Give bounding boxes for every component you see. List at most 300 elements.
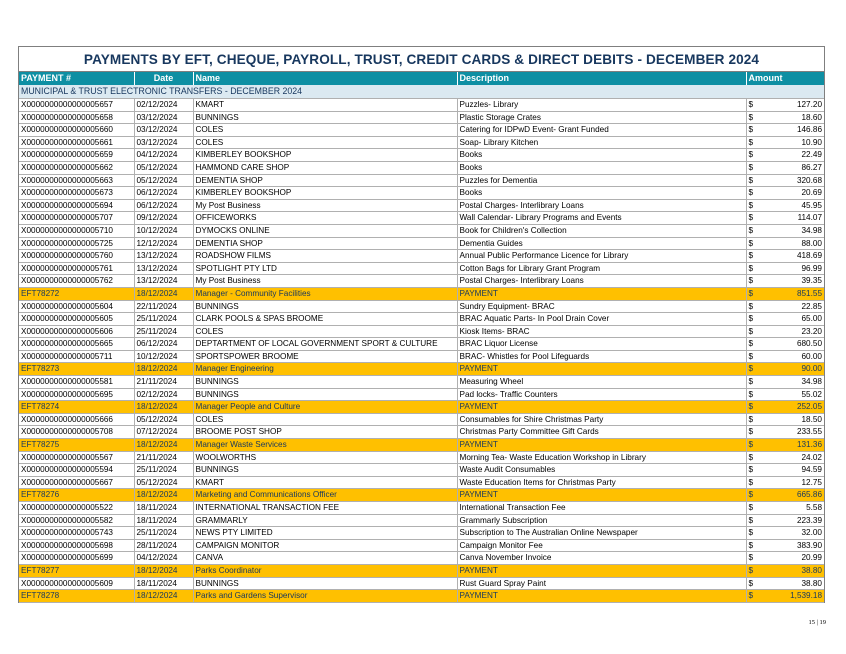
section-label: MUNICIPAL & TRUST ELECTRONIC TRANSFERS - DECEMBER 2024 (19, 85, 824, 99)
page-number: 15 | 19 (808, 619, 826, 626)
amount-value: 252.05 (796, 402, 822, 412)
payment-cell: X0000000000000005698 (19, 539, 134, 552)
amount-value: 90.00 (801, 364, 822, 374)
amount-value: 86.27 (801, 162, 822, 172)
payment-cell: X0000000000000005594 (19, 464, 134, 477)
currency-symbol: $ (748, 465, 754, 475)
payment-cell: EFT78272 (19, 287, 134, 300)
table-row[interactable] (19, 99, 824, 112)
payment-cell: X0000000000000005665 (19, 338, 134, 351)
table-row[interactable] (19, 237, 824, 250)
name-cell: Manager Waste Services (193, 439, 457, 452)
amount-value: 1,539.18 (790, 591, 822, 601)
amount-value: 18.50 (801, 414, 822, 424)
currency-symbol: $ (748, 276, 754, 286)
name-cell: CANVA (193, 552, 457, 565)
amount-cell (746, 174, 824, 187)
date-cell: 18/11/2024 (134, 502, 193, 515)
currency-symbol: $ (748, 528, 754, 538)
eft-summary-row[interactable] (19, 363, 824, 376)
amount-value: 10.90 (801, 137, 822, 147)
currency-symbol: $ (748, 251, 754, 261)
date-cell: 18/12/2024 (134, 590, 193, 603)
currency-symbol: $ (748, 351, 754, 361)
table-row[interactable] (19, 300, 824, 313)
table-row[interactable] (19, 527, 824, 540)
currency-symbol: $ (748, 578, 754, 588)
table-row[interactable] (19, 338, 824, 351)
payment-cell: EFT78278 (19, 590, 134, 603)
amount-cell (746, 338, 824, 351)
date-cell: 05/12/2024 (134, 161, 193, 174)
date-cell: 03/12/2024 (134, 136, 193, 149)
payment-cell: X0000000000000005659 (19, 149, 134, 162)
description-cell: Soap- Library Kitchen (457, 136, 746, 149)
description-cell: Postal Charges- Interlibrary Loans (457, 275, 746, 288)
payment-cell: X0000000000000005743 (19, 527, 134, 540)
date-cell: 04/12/2024 (134, 552, 193, 565)
description-cell: Annual Public Performance Licence for Library (457, 250, 746, 263)
payment-cell: X0000000000000005667 (19, 476, 134, 489)
amount-value: 22.85 (801, 301, 822, 311)
description-cell: Dementia Guides (457, 237, 746, 250)
description-cell: Sundry Equipment- BRAC (457, 300, 746, 313)
payment-cell: X0000000000000005760 (19, 250, 134, 263)
name-cell: Marketing and Communications Officer (193, 489, 457, 502)
description-cell: PAYMENT (457, 564, 746, 577)
table-row[interactable] (19, 212, 824, 225)
amount-value: 223.39 (796, 515, 822, 525)
payments-table (19, 72, 824, 603)
amount-value: 96.99 (801, 263, 822, 273)
date-cell: 25/11/2024 (134, 313, 193, 326)
currency-symbol: $ (748, 112, 754, 122)
currency-symbol: $ (748, 452, 754, 462)
name-cell: Parks and Gardens Supervisor (193, 590, 457, 603)
currency-symbol: $ (748, 314, 754, 324)
payment-cell: X0000000000000005522 (19, 502, 134, 515)
payment-cell: X0000000000000005725 (19, 237, 134, 250)
name-cell: INTERNATIONAL TRANSACTION FEE (193, 502, 457, 515)
name-cell: KIMBERLEY BOOKSHOP (193, 187, 457, 200)
description-cell: PAYMENT (457, 439, 746, 452)
table-row[interactable] (19, 174, 824, 187)
date-cell: 10/12/2024 (134, 224, 193, 237)
amount-value: 851.55 (796, 288, 822, 298)
description-cell: Christmas Party Committee Gift Cards (457, 426, 746, 439)
name-cell: Manager - Community Facilities (193, 287, 457, 300)
description-cell: Subscription to The Australian Online Newspaper (457, 527, 746, 540)
date-cell: 13/12/2024 (134, 262, 193, 275)
currency-symbol: $ (748, 326, 754, 336)
eft-summary-row[interactable] (19, 401, 824, 414)
name-cell: DEPTARTMENT OF LOCAL GOVERNMENT SPORT & CULTURE (193, 338, 457, 351)
payments-sheet (18, 46, 825, 603)
currency-symbol: $ (748, 339, 754, 349)
payment-cell: X0000000000000005695 (19, 388, 134, 401)
name-cell: KMART (193, 99, 457, 112)
amount-value: 55.02 (801, 389, 822, 399)
amount-cell (746, 313, 824, 326)
description-cell: PAYMENT (457, 590, 746, 603)
amount-cell (746, 136, 824, 149)
name-cell: BROOME POST SHOP (193, 426, 457, 439)
table-row[interactable] (19, 325, 824, 338)
description-cell: Pad locks- Traffic Counters (457, 388, 746, 401)
payment-cell: X0000000000000005567 (19, 451, 134, 464)
currency-symbol: $ (748, 188, 754, 198)
date-cell: 02/12/2024 (134, 388, 193, 401)
name-cell: BUNNINGS (193, 388, 457, 401)
amount-value: 39.35 (801, 276, 822, 286)
amount-value: 38.80 (801, 578, 822, 588)
header-date[interactable]: Date (134, 72, 193, 85)
amount-cell (746, 275, 824, 288)
currency-symbol: $ (748, 389, 754, 399)
currency-symbol: $ (748, 377, 754, 387)
payment-cell: EFT78273 (19, 363, 134, 376)
currency-symbol: $ (748, 213, 754, 223)
name-cell: Manager Engineering (193, 363, 457, 376)
description-cell: Cotton Bags for Library Grant Program (457, 262, 746, 275)
table-row[interactable] (19, 464, 824, 477)
description-cell: Grammarly Subscription (457, 514, 746, 527)
amount-value: 418.69 (796, 251, 822, 261)
date-cell: 25/11/2024 (134, 527, 193, 540)
table-row[interactable] (19, 136, 824, 149)
table-row[interactable] (19, 502, 824, 515)
payment-cell: X0000000000000005666 (19, 413, 134, 426)
amount-value: 94.59 (801, 465, 822, 475)
amount-value: 680.50 (796, 339, 822, 349)
payment-cell: X0000000000000005581 (19, 376, 134, 389)
amount-cell (746, 350, 824, 363)
eft-summary-row[interactable] (19, 564, 824, 577)
payment-cell: X0000000000000005694 (19, 199, 134, 212)
description-cell: Kiosk Items- BRAC (457, 325, 746, 338)
amount-cell (746, 149, 824, 162)
amount-cell (746, 564, 824, 577)
currency-symbol: $ (748, 402, 754, 412)
date-cell: 21/11/2024 (134, 451, 193, 464)
amount-cell (746, 363, 824, 376)
currency-symbol: $ (748, 553, 754, 563)
description-cell: Books (457, 149, 746, 162)
amount-value: 146.86 (796, 125, 822, 135)
date-cell: 28/11/2024 (134, 539, 193, 552)
description-cell: PAYMENT (457, 489, 746, 502)
amount-cell (746, 590, 824, 603)
date-cell: 07/12/2024 (134, 426, 193, 439)
description-cell: Plastic Storage Crates (457, 111, 746, 124)
payment-cell: X0000000000000005609 (19, 577, 134, 590)
name-cell: KMART (193, 476, 457, 489)
eft-summary-row[interactable] (19, 489, 824, 502)
amount-value: 38.80 (801, 565, 822, 575)
currency-symbol: $ (748, 137, 754, 147)
name-cell: KIMBERLEY BOOKSHOP (193, 149, 457, 162)
amount-value: 23.20 (801, 326, 822, 336)
amount-cell (746, 124, 824, 137)
amount-cell (746, 502, 824, 515)
amount-cell (746, 262, 824, 275)
payment-cell: X0000000000000005606 (19, 325, 134, 338)
table-row[interactable] (19, 187, 824, 200)
payment-cell: EFT78277 (19, 564, 134, 577)
amount-cell (746, 99, 824, 112)
table-row[interactable] (19, 124, 824, 137)
header-amount[interactable]: Amount (746, 72, 824, 85)
description-cell: PAYMENT (457, 287, 746, 300)
name-cell: Parks Coordinator (193, 564, 457, 577)
name-cell: COLES (193, 325, 457, 338)
name-cell: SPOTLIGHT PTY LTD (193, 262, 457, 275)
description-cell: Puzzles- Library (457, 99, 746, 112)
name-cell: BUNNINGS (193, 577, 457, 590)
amount-value: 88.00 (801, 238, 822, 248)
amount-value: 127.20 (796, 100, 822, 109)
table-row[interactable] (19, 350, 824, 363)
name-cell: ROADSHOW FILMS (193, 250, 457, 263)
date-cell: 18/12/2024 (134, 489, 193, 502)
description-cell: Consumables for Shire Christmas Party (457, 413, 746, 426)
eft-summary-row[interactable] (19, 590, 824, 603)
table-row[interactable] (19, 376, 824, 389)
name-cell: SPORTSPOWER BROOME (193, 350, 457, 363)
name-cell: NEWS PTY LIMITED (193, 527, 457, 540)
amount-cell (746, 161, 824, 174)
report-title: PAYMENTS BY EFT, CHEQUE, PAYROLL, TRUST, CREDIT CARDS & DIRECT DEBITS - DECEMBER 2024 (19, 47, 824, 72)
amount-cell (746, 489, 824, 502)
date-cell: 10/12/2024 (134, 350, 193, 363)
description-cell: Waste Education Items for Christmas Party (457, 476, 746, 489)
description-cell: BRAC Aquatic Parts- In Pool Drain Cover (457, 313, 746, 326)
date-cell: 09/12/2024 (134, 212, 193, 225)
date-cell: 02/12/2024 (134, 99, 193, 112)
date-cell: 06/12/2024 (134, 187, 193, 200)
name-cell: DYMOCKS ONLINE (193, 224, 457, 237)
description-cell: Postal Charges- Interlibrary Loans (457, 199, 746, 212)
description-cell: PAYMENT (457, 363, 746, 376)
description-cell: Puzzles for Dementia (457, 174, 746, 187)
table-row[interactable] (19, 577, 824, 590)
date-cell: 18/11/2024 (134, 514, 193, 527)
header-name[interactable]: Name (193, 72, 457, 85)
currency-symbol: $ (748, 364, 754, 374)
description-cell: Rust Guard Spray Paint (457, 577, 746, 590)
description-cell: Catering for IDPwD Event- Grant Funded (457, 124, 746, 137)
table-header-row (19, 72, 824, 85)
currency-symbol: $ (748, 100, 754, 109)
description-cell: Morning Tea- Waste Education Workshop in Library (457, 451, 746, 464)
name-cell: OFFICEWORKS (193, 212, 457, 225)
currency-symbol: $ (748, 414, 754, 424)
payment-cell: X0000000000000005661 (19, 136, 134, 149)
amount-value: 320.68 (796, 175, 822, 185)
amount-cell (746, 199, 824, 212)
amount-cell (746, 577, 824, 590)
currency-symbol: $ (748, 200, 754, 210)
name-cell: BUNNINGS (193, 111, 457, 124)
date-cell: 21/11/2024 (134, 376, 193, 389)
date-cell: 03/12/2024 (134, 124, 193, 137)
date-cell: 06/12/2024 (134, 199, 193, 212)
table-row[interactable] (19, 199, 824, 212)
date-cell: 05/12/2024 (134, 413, 193, 426)
payment-cell: X0000000000000005699 (19, 552, 134, 565)
date-cell: 12/12/2024 (134, 237, 193, 250)
currency-symbol: $ (748, 162, 754, 172)
amount-value: 20.99 (801, 553, 822, 563)
description-cell: International Transaction Fee (457, 502, 746, 515)
currency-symbol: $ (748, 591, 754, 601)
payment-cell: X0000000000000005657 (19, 99, 134, 112)
name-cell: COLES (193, 413, 457, 426)
description-cell: Books (457, 187, 746, 200)
name-cell: My Post Business (193, 199, 457, 212)
description-cell: BRAC Liquor License (457, 338, 746, 351)
name-cell: CAMPAIGN MONITOR (193, 539, 457, 552)
description-cell: Wall Calendar- Library Programs and Events (457, 212, 746, 225)
description-cell: Waste Audit Consumables (457, 464, 746, 477)
payment-cell: X0000000000000005708 (19, 426, 134, 439)
amount-value: 5.58 (806, 503, 822, 512)
currency-symbol: $ (748, 490, 754, 500)
amount-cell (746, 212, 824, 225)
date-cell: 18/12/2024 (134, 439, 193, 452)
amount-cell (746, 401, 824, 414)
date-cell: 13/12/2024 (134, 275, 193, 288)
payment-cell: X0000000000000005660 (19, 124, 134, 137)
amount-cell (746, 325, 824, 338)
payment-cell: X0000000000000005662 (19, 161, 134, 174)
currency-symbol: $ (748, 150, 754, 160)
table-row[interactable] (19, 250, 824, 263)
amount-value: 22.49 (801, 150, 822, 160)
date-cell: 04/12/2024 (134, 149, 193, 162)
amount-cell (746, 250, 824, 263)
name-cell: COLES (193, 136, 457, 149)
table-row[interactable] (19, 224, 824, 237)
payment-cell: X0000000000000005582 (19, 514, 134, 527)
payment-cell: X0000000000000005673 (19, 187, 134, 200)
amount-cell (746, 552, 824, 565)
date-cell: 18/12/2024 (134, 564, 193, 577)
name-cell: My Post Business (193, 275, 457, 288)
date-cell: 18/12/2024 (134, 363, 193, 376)
currency-symbol: $ (748, 238, 754, 248)
amount-value: 233.55 (796, 427, 822, 437)
date-cell: 03/12/2024 (134, 111, 193, 124)
payment-cell: X0000000000000005710 (19, 224, 134, 237)
currency-symbol: $ (748, 288, 754, 298)
table-row[interactable] (19, 413, 824, 426)
name-cell: DEMENTIA SHOP (193, 237, 457, 250)
amount-value: 20.69 (801, 188, 822, 198)
amount-value: 45.95 (801, 200, 822, 210)
table-row[interactable] (19, 149, 824, 162)
amount-value: 665.86 (796, 490, 822, 500)
table-row[interactable] (19, 426, 824, 439)
date-cell: 22/11/2024 (134, 300, 193, 313)
payment-cell: X0000000000000005707 (19, 212, 134, 225)
name-cell: HAMMOND CARE SHOP (193, 161, 457, 174)
payment-cell: X0000000000000005761 (19, 262, 134, 275)
date-cell: 05/12/2024 (134, 174, 193, 187)
eft-summary-row[interactable] (19, 439, 824, 452)
amount-cell (746, 514, 824, 527)
description-cell: Books (457, 161, 746, 174)
amount-cell (746, 527, 824, 540)
date-cell: 25/11/2024 (134, 464, 193, 477)
name-cell: WOOLWORTHS (193, 451, 457, 464)
payment-cell: EFT78275 (19, 439, 134, 452)
amount-value: 34.98 (801, 377, 822, 387)
name-cell: CLARK POOLS & SPAS BROOME (193, 313, 457, 326)
table-row[interactable] (19, 275, 824, 288)
table-row[interactable] (19, 514, 824, 527)
table-row[interactable] (19, 539, 824, 552)
currency-symbol: $ (748, 263, 754, 273)
date-cell: 05/12/2024 (134, 476, 193, 489)
name-cell: Manager People and Culture (193, 401, 457, 414)
table-row[interactable] (19, 388, 824, 401)
amount-cell (746, 426, 824, 439)
table-body (19, 85, 824, 602)
amount-cell (746, 451, 824, 464)
eft-summary-row[interactable] (19, 287, 824, 300)
currency-symbol: $ (748, 427, 754, 437)
currency-symbol: $ (748, 477, 754, 487)
amount-cell (746, 464, 824, 477)
name-cell: BUNNINGS (193, 300, 457, 313)
description-cell: BRAC- Whistles for Pool Lifeguards (457, 350, 746, 363)
payment-cell: X0000000000000005711 (19, 350, 134, 363)
date-cell: 25/11/2024 (134, 325, 193, 338)
payment-cell: X0000000000000005604 (19, 300, 134, 313)
date-cell: 18/11/2024 (134, 577, 193, 590)
header-description[interactable]: Description (457, 72, 746, 85)
table-row[interactable] (19, 313, 824, 326)
amount-cell (746, 187, 824, 200)
table-row[interactable] (19, 262, 824, 275)
amount-value: 24.02 (801, 452, 822, 462)
amount-cell (746, 413, 824, 426)
section-row (19, 85, 824, 99)
table-row[interactable] (19, 476, 824, 489)
amount-cell (746, 224, 824, 237)
table-row[interactable] (19, 111, 824, 124)
amount-cell (746, 300, 824, 313)
amount-value: 383.90 (796, 540, 822, 550)
table-row[interactable] (19, 451, 824, 464)
name-cell: COLES (193, 124, 457, 137)
date-cell: 18/12/2024 (134, 287, 193, 300)
currency-symbol: $ (748, 540, 754, 550)
currency-symbol: $ (748, 125, 754, 135)
currency-symbol: $ (748, 565, 754, 575)
table-row[interactable] (19, 161, 824, 174)
table-row[interactable] (19, 552, 824, 565)
amount-cell (746, 439, 824, 452)
amount-cell (746, 388, 824, 401)
amount-cell (746, 111, 824, 124)
name-cell: BUNNINGS (193, 464, 457, 477)
description-cell: Campaign Monitor Fee (457, 539, 746, 552)
header-payment[interactable]: PAYMENT # (19, 72, 134, 85)
description-cell: PAYMENT (457, 401, 746, 414)
amount-value: 114.07 (797, 213, 822, 223)
